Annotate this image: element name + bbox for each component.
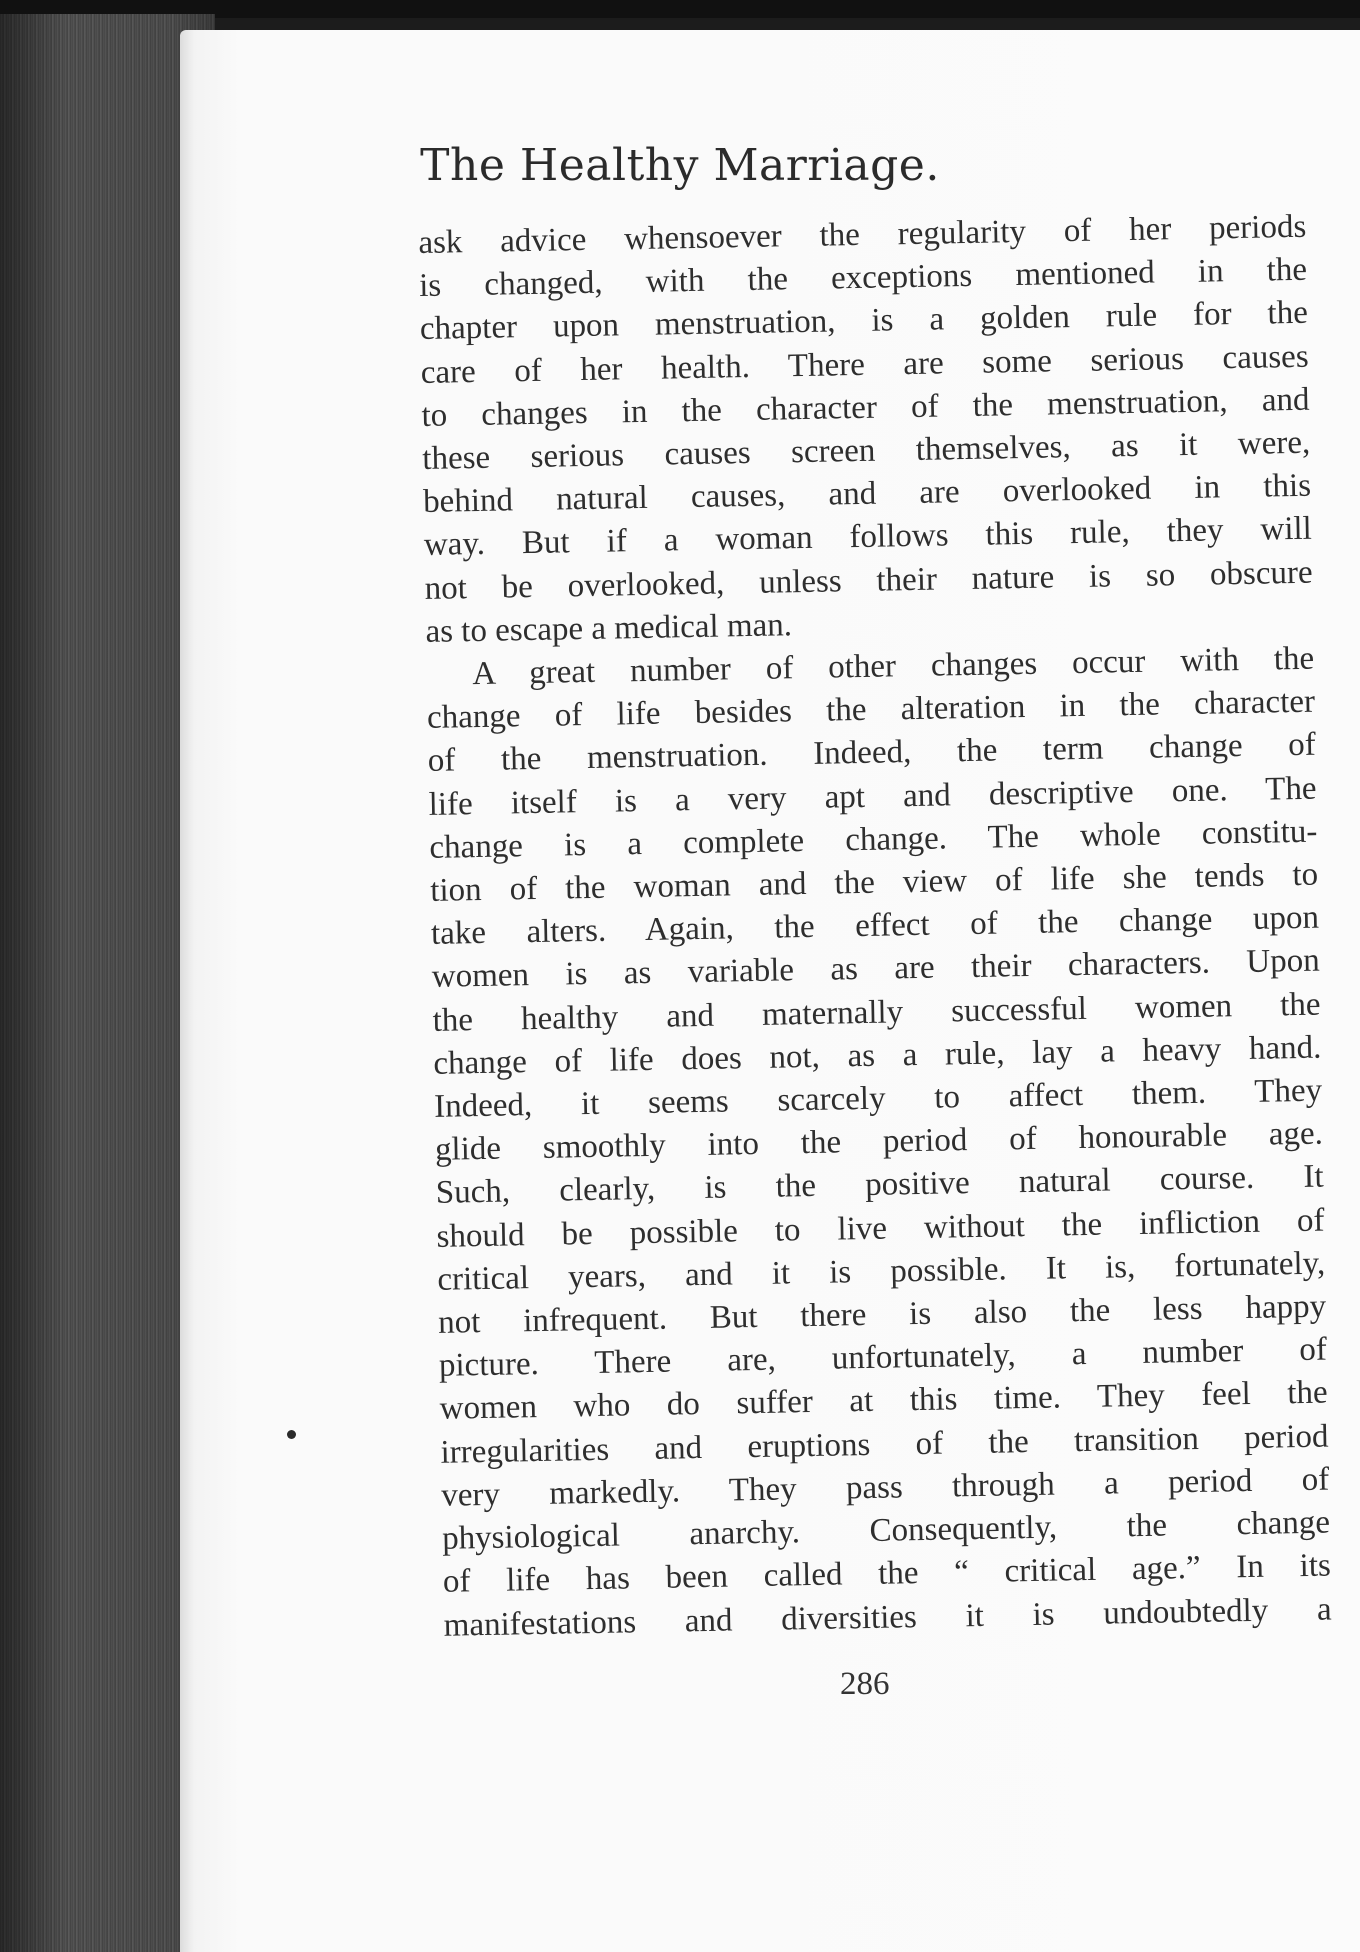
text-line: critical years, and it is possible. It is, fortunately,	[437, 1245, 1326, 1298]
text-line: change of life besides the alteration in the character	[426, 683, 1316, 737]
paragraph-2	[426, 638, 1332, 1648]
text-line: these serious causes screen themselves, as it were,	[422, 424, 1311, 477]
text-line: is changed, with the exceptions mentioned in the	[418, 251, 1308, 305]
paragraph-1	[418, 206, 1314, 654]
text-line: of life has been called the “ critical age.” In its	[442, 1547, 1332, 1601]
text-line: life itself is a very apt and descriptive one. The	[428, 770, 1317, 823]
text-line: glide smoothly into the period of honourable age.	[434, 1115, 1324, 1169]
text-line: care of her health. There are some serious causes	[420, 338, 1309, 391]
text-line: chapter upon menstruation, is a golden rule for the	[419, 295, 1309, 348]
text-line: Indeed, it seems scarcely to affect them. They	[433, 1072, 1323, 1125]
text-line: irregularities and eruptions of the transition period	[440, 1418, 1329, 1471]
text-line: not be overlooked, unless their nature is so obscure	[424, 554, 1313, 607]
text-line: very markedly. They pass through a period of	[441, 1461, 1330, 1514]
text-line: take alters. Again, the effect of the change upon	[430, 899, 1320, 953]
ink-speck	[287, 1430, 296, 1439]
text-line: Such, clearly, is the positive natural course. It	[435, 1159, 1324, 1212]
text-line: as to escape a medical man.	[425, 607, 793, 650]
text-line: change is a complete change. The whole constitu-	[429, 813, 1318, 866]
text-line: not infrequent. But there is also the less happy	[437, 1288, 1327, 1341]
text-line: should be possible to live without the infliction of	[436, 1202, 1325, 1255]
text-line: the healthy and maternally successful women the	[432, 986, 1321, 1039]
text-line: tion of the woman and the view of life she tends to	[429, 856, 1319, 909]
text-line: women who do suffer at this time. They feel the	[439, 1375, 1328, 1428]
text-line: physiological anarchy. Consequently, the change	[441, 1504, 1331, 1557]
text-line: to changes in the character of the menstruation, and	[421, 381, 1310, 434]
text-line: manifestations and diversities it is undoubtedly a	[443, 1590, 1332, 1644]
text-line: behind natural causes, and are overlooked in this	[422, 467, 1312, 521]
text-line: change of life does not, as a rule, lay a heavy hand.	[433, 1029, 1322, 1082]
text-line: way. But if a woman follows this rule, they will	[423, 511, 1313, 564]
text-line: women is as variable as are their characters. Upon	[431, 943, 1321, 996]
text-line: of the menstruation. Indeed, the term change of	[427, 727, 1317, 780]
running-head: The Healthy Marriage.	[420, 140, 940, 191]
body-text	[418, 206, 1332, 1648]
text-line: A great number of other changes occur with the	[471, 640, 1315, 693]
text-line: picture. There are, unfortunately, a number of	[438, 1331, 1328, 1385]
page-number: 286	[840, 1666, 890, 1702]
text-line: ask advice whensoever the regularity of her periods	[418, 208, 1307, 261]
